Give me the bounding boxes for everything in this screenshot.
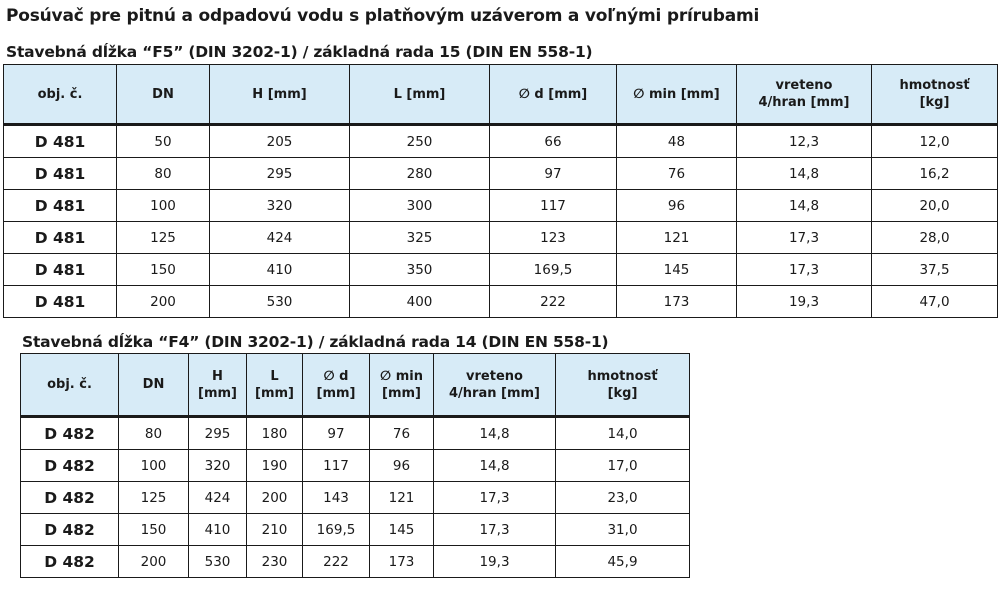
cell-obj: D 482 [21, 514, 119, 546]
cell-l: 325 [350, 222, 490, 254]
cell-hmotnost: 45,9 [556, 546, 690, 578]
cell-dn: 80 [117, 158, 210, 190]
header-obj: obj. č. [4, 65, 117, 125]
table-f4-body [21, 417, 690, 578]
cell-d: 66 [490, 125, 617, 158]
cell-dn: 80 [119, 417, 189, 450]
cell-h: 424 [189, 482, 247, 514]
header-dmin: ∅ min [mm] [617, 65, 737, 125]
cell-h: 410 [210, 254, 350, 286]
cell-obj: D 481 [4, 286, 117, 318]
cell-dn: 100 [117, 190, 210, 222]
header-d: ∅ d [mm] [490, 65, 617, 125]
table-f5-body [4, 125, 998, 318]
cell-dmin: 173 [370, 546, 434, 578]
cell-dmin: 48 [617, 125, 737, 158]
header-hmotnost [872, 65, 998, 125]
cell-dn: 200 [117, 286, 210, 318]
cell-l: 200 [247, 482, 303, 514]
cell-vreteno: 14,8 [737, 158, 872, 190]
cell-dn: 150 [117, 254, 210, 286]
cell-d: 97 [490, 158, 617, 190]
cell-obj: D 482 [21, 482, 119, 514]
cell-h: 530 [210, 286, 350, 318]
cell-d: 117 [303, 450, 370, 482]
header-h [189, 354, 247, 417]
header-vreteno-line2: 4/hran [mm] [449, 385, 540, 401]
cell-l: 250 [350, 125, 490, 158]
header-hmotnost-line1: hmotnosť [899, 78, 970, 93]
table-f5-header-row [4, 65, 998, 125]
cell-hmotnost: 20,0 [872, 190, 998, 222]
cell-h: 424 [210, 222, 350, 254]
cell-l: 190 [247, 450, 303, 482]
table-row [4, 286, 998, 318]
cell-dn: 200 [119, 546, 189, 578]
cell-l: 210 [247, 514, 303, 546]
cell-dmin: 76 [370, 417, 434, 450]
table-f4-subtitle: Stavebná dĺžka “F4” (DIN 3202-1) / základná rada 14 (DIN EN 558-1) [22, 333, 609, 351]
cell-obj: D 482 [21, 546, 119, 578]
cell-hmotnost: 47,0 [872, 286, 998, 318]
cell-obj: D 481 [4, 254, 117, 286]
cell-hmotnost: 31,0 [556, 514, 690, 546]
cell-obj: D 481 [4, 222, 117, 254]
cell-dn: 100 [119, 450, 189, 482]
cell-h: 320 [210, 190, 350, 222]
cell-dmin: 96 [617, 190, 737, 222]
header-l: L [mm] [350, 65, 490, 125]
cell-d: 97 [303, 417, 370, 450]
header-hmotnost-line2: [kg] [607, 385, 638, 401]
header-hmotnost-line1: hmotnosť [587, 368, 658, 384]
table-row [4, 190, 998, 222]
page-title: Posúvač pre pitnú a odpadovú vodu s platňovým uzáverom a voľnými prírubami [6, 6, 760, 26]
cell-d: 222 [490, 286, 617, 318]
cell-h: 410 [189, 514, 247, 546]
cell-obj: D 482 [21, 417, 119, 450]
table-f4-header-row [21, 354, 690, 417]
cell-vreteno: 17,3 [737, 222, 872, 254]
header-l-line2: [mm] [255, 385, 294, 401]
header-dn: DN [119, 354, 189, 417]
cell-dn: 125 [119, 482, 189, 514]
cell-vreteno: 17,3 [434, 482, 556, 514]
cell-dmin: 173 [617, 286, 737, 318]
header-h-line1: H [212, 368, 223, 384]
cell-dn: 125 [117, 222, 210, 254]
table-f5 [3, 64, 998, 318]
table-row [4, 222, 998, 254]
cell-hmotnost: 17,0 [556, 450, 690, 482]
cell-l: 180 [247, 417, 303, 450]
table-row [21, 417, 690, 450]
header-obj: obj. č. [21, 354, 119, 417]
header-vreteno-line1: vreteno [775, 78, 833, 93]
header-vreteno [737, 65, 872, 125]
header-hmotnost [556, 354, 690, 417]
cell-l: 350 [350, 254, 490, 286]
cell-d: 169,5 [490, 254, 617, 286]
header-d-line2: [mm] [316, 385, 356, 401]
cell-l: 280 [350, 158, 490, 190]
cell-hmotnost: 14,0 [556, 417, 690, 450]
header-dmin [370, 354, 434, 417]
cell-d: 143 [303, 482, 370, 514]
header-d-line1: ∅ d [323, 368, 349, 384]
table-row [21, 450, 690, 482]
cell-dn: 50 [117, 125, 210, 158]
cell-dmin: 145 [617, 254, 737, 286]
cell-l: 230 [247, 546, 303, 578]
cell-d: 123 [490, 222, 617, 254]
cell-hmotnost: 23,0 [556, 482, 690, 514]
cell-vreteno: 14,8 [434, 450, 556, 482]
cell-vreteno: 17,3 [737, 254, 872, 286]
table-f4 [20, 353, 690, 578]
cell-d: 222 [303, 546, 370, 578]
cell-vreteno: 19,3 [434, 546, 556, 578]
header-dn: DN [117, 65, 210, 125]
cell-obj: D 481 [4, 190, 117, 222]
table-row [21, 546, 690, 578]
table-row [4, 254, 998, 286]
header-hmotnost-line2: [kg] [919, 95, 950, 110]
header-dmin-line2: [mm] [382, 385, 421, 401]
cell-vreteno: 14,8 [434, 417, 556, 450]
header-d [303, 354, 370, 417]
header-vreteno-line1: vreteno [466, 368, 523, 384]
cell-h: 530 [189, 546, 247, 578]
cell-hmotnost: 16,2 [872, 158, 998, 190]
cell-dmin: 121 [617, 222, 737, 254]
table-f5-subtitle: Stavebná dĺžka “F5” (DIN 3202-1) / základná rada 15 (DIN EN 558-1) [6, 43, 593, 61]
header-l-line1: L [270, 368, 279, 384]
cell-h: 320 [189, 450, 247, 482]
table-row [4, 158, 998, 190]
cell-h: 205 [210, 125, 350, 158]
header-vreteno-line2: 4/hran [mm] [758, 95, 850, 110]
cell-obj: D 481 [4, 125, 117, 158]
cell-d: 117 [490, 190, 617, 222]
header-l [247, 354, 303, 417]
header-dmin-line1: ∅ min [380, 368, 423, 384]
cell-dmin: 76 [617, 158, 737, 190]
cell-dmin: 121 [370, 482, 434, 514]
header-h-line2: [mm] [198, 385, 237, 401]
cell-vreteno: 14,8 [737, 190, 872, 222]
header-h: H [mm] [210, 65, 350, 125]
table-row [21, 482, 690, 514]
cell-l: 400 [350, 286, 490, 318]
cell-obj: D 481 [4, 158, 117, 190]
cell-h: 295 [189, 417, 247, 450]
cell-vreteno: 12,3 [737, 125, 872, 158]
cell-hmotnost: 37,5 [872, 254, 998, 286]
cell-dmin: 145 [370, 514, 434, 546]
cell-dmin: 96 [370, 450, 434, 482]
table-row [21, 514, 690, 546]
cell-vreteno: 19,3 [737, 286, 872, 318]
cell-hmotnost: 28,0 [872, 222, 998, 254]
table-row [4, 125, 998, 158]
cell-l: 300 [350, 190, 490, 222]
cell-h: 295 [210, 158, 350, 190]
header-vreteno [434, 354, 556, 417]
cell-obj: D 482 [21, 450, 119, 482]
cell-dn: 150 [119, 514, 189, 546]
cell-vreteno: 17,3 [434, 514, 556, 546]
cell-hmotnost: 12,0 [872, 125, 998, 158]
cell-d: 169,5 [303, 514, 370, 546]
